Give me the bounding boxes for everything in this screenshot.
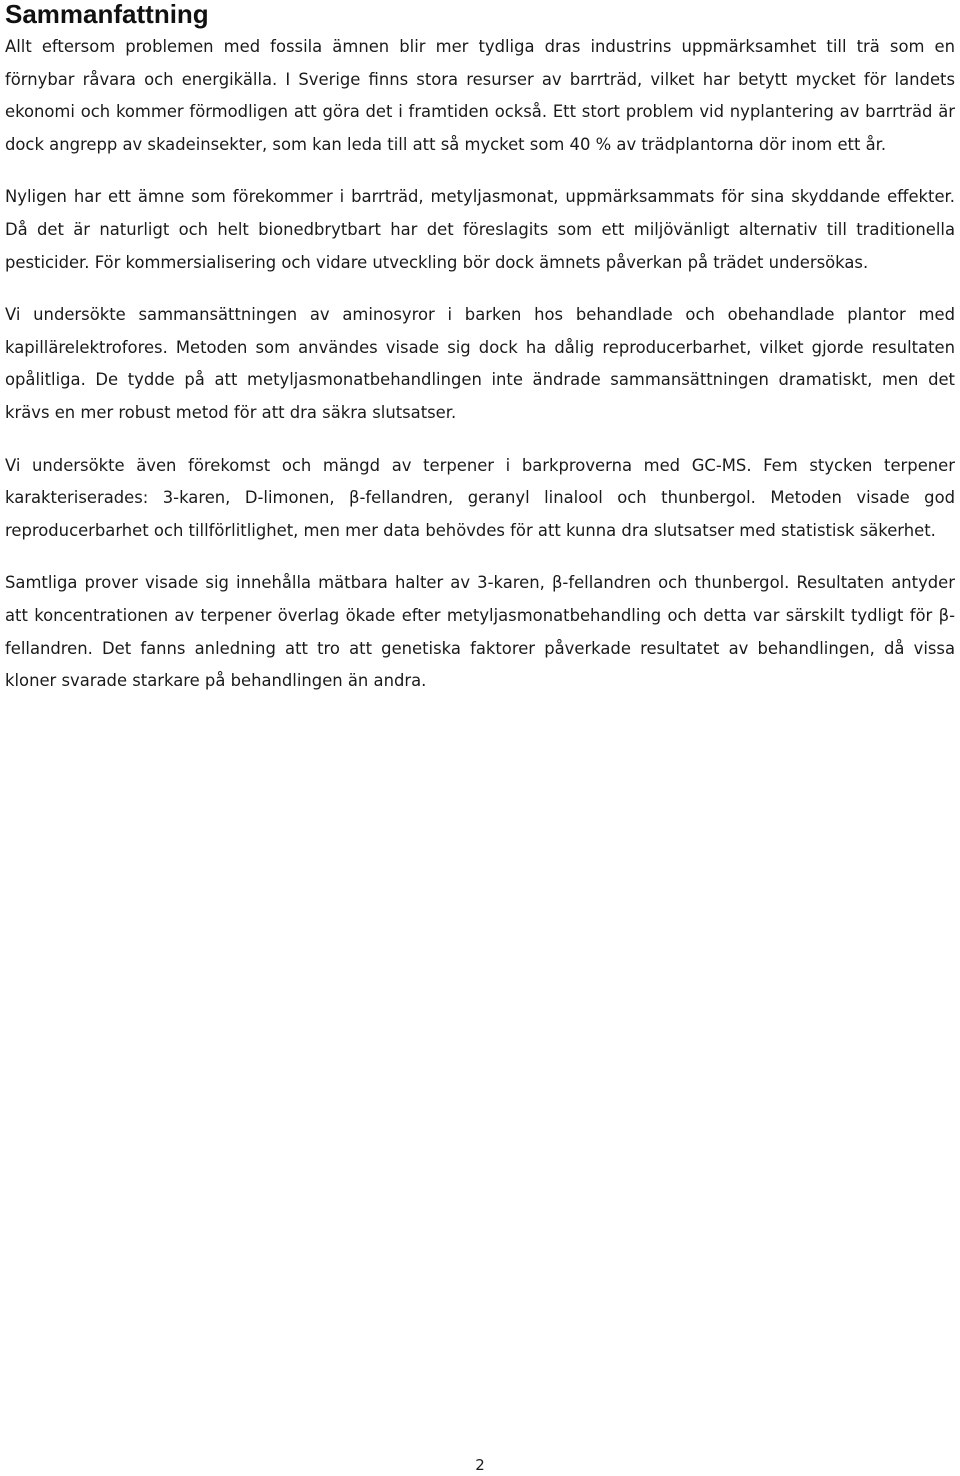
paragraph-terpenes: Vi undersökte även förekomst och mängd av terpener i barkproverna med GC-MS. Fem stycken terpener karakteriserades: 3-karen, D-limonen, β-fellandren, geranyl linalool och thunbergol. Metoden visade god reproducerbarhet och tillförlitlighet, men mer data behövdes för att kunna dra slutsatser med statistisk säkerhet. — [5, 455, 955, 540]
paragraph-amino-acids: Vi undersökte sammansättningen av aminosyror i barken hos behandlade och obehandlade plantor med kapillärelektrofores. Metoden som användes visade sig dock ha dålig reproducerbarhet, vilket gjorde resultaten opålitliga. De tydde på att metyljasmonatbehandlingen inte ändrade sammansättningen dramatiskt, men det krävs en mer robust metod för att dra säkra slutsatser. — [5, 305, 955, 422]
summary-body — [5, 31, 955, 718]
paragraph-results: Samtliga prover visade sig innehålla mätbara halter av 3-karen, β-fellandren och thunbergol. Resultaten antyder att koncentrationen av terpener överlag ökade efter metyljasmonatbehandling och detta var särskilt tydligt för β-fellandren. Det fanns anledning att tro att genetiska faktorer påverkade resultatet av behandlingen, då vissa kloner svarade starkare på behandlingen än andra. — [5, 573, 955, 691]
page-title: Sammanfattning — [5, 0, 209, 29]
paragraph-methyl-jasmonate: Nyligen har ett ämne som förekommer i barrträd, metyljasmonat, uppmärksammats för sina skyddande effekter. Då det är naturligt och helt bionedbrytbart har det föreslagits som ett miljövänligt alternativ till traditionella pesticider. För kommersialisering och vidare utveckling bör dock ämnets påverkan på trädet undersökas. — [5, 187, 955, 272]
page-number: 2 — [475, 1456, 485, 1474]
paragraph-intro: Allt eftersom problemen med fossila ämnen blir mer tydliga dras industrins uppmärksamhet till trä som en förnybar råvara och energikälla. I Sverige finns stora resurser av barrträd, vilket har betytt mycket för landets ekonomi och kommer förmodligen att göra det i framtiden också. Ett stort problem vid nyplantering av barrträd är dock angrepp av skadeinsekter, som kan leda till att så mycket som 40 % av trädplantorna dör inom ett år. — [5, 37, 955, 154]
